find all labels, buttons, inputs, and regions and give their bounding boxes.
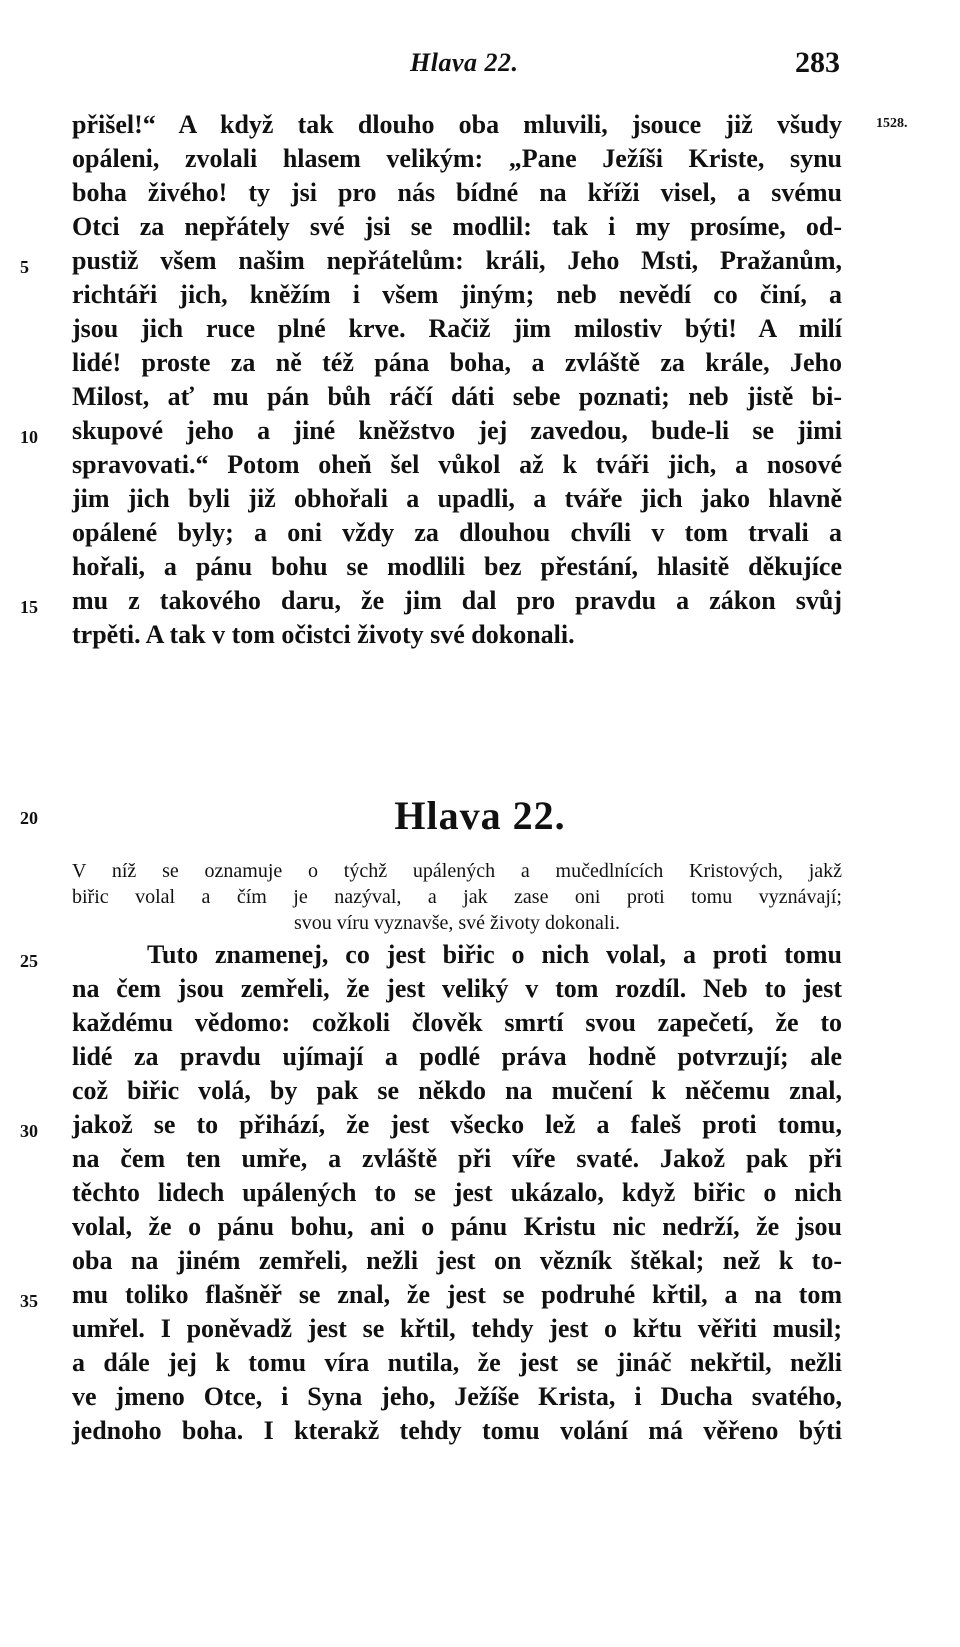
text-line: na čem ten umře, a zvláště při víře svaté. Jakož pak při [72, 1144, 842, 1173]
line-number: 35 [20, 1291, 38, 1311]
text-line: těchto lidech upálených to se jest ukázalo, když biřic o nich [72, 1178, 842, 1207]
text-line: Milost, ať mu pán bůh ráčí dáti sebe poznati; neb jistě bi- [72, 382, 842, 411]
summary-line: V níž se oznamuje o týchž upálených a mučedlnících Kristových, jakž [72, 860, 842, 882]
text-line: což biřic volá, by pak se někdo na mučení k něčemu znal, [72, 1076, 842, 1105]
text-line: opáleni, zvolali hlasem velikým: „Pane Ježíši Kriste, synu [72, 144, 842, 173]
text-line: na čem jsou zemřeli, že jest veliký v tom rozdíl. Neb to jest [72, 974, 842, 1003]
running-header [0, 48, 960, 88]
line-number: 15 [20, 597, 38, 617]
text-line: jsou jich ruce plné krve. Račiž jim milostiv býti! A milí [72, 314, 842, 343]
text-line: jednoho boha. I kterakž tehdy tomu volání má věřeno býti [72, 1416, 842, 1445]
line-number: 10 [20, 427, 38, 447]
chapter-heading: Hlava 22. [394, 793, 566, 838]
margin-year-note: 1528. [876, 116, 908, 131]
text-line: jakož se to přihází, že jest všecko lež a faleš proti tomu, [72, 1110, 842, 1139]
summary-line: biřic volal a čím je nazýval, a jak zase oni proti tomu vyznávají; [72, 886, 842, 908]
text-line: umřel. I poněvadž jest se křtil, tehdy jest o křtu věřiti musil; [72, 1314, 842, 1343]
summary-line: svou víru vyznavše, své životy dokonali. [293, 912, 621, 934]
running-title: Hlava 22. [410, 48, 519, 77]
text-line: přišel!“ A když tak dlouho oba mluvili, jsouce již všudy [72, 110, 842, 139]
text-line: lidé za pravdu ujímají a podlé práva hodně potvrzují; ale [72, 1042, 842, 1071]
text-line: Tuto znamenej, co jest biřic o nich volal, a proti tomu [147, 940, 842, 969]
text-line: ve jmeno Otce, i Syna jeho, Ježíše Krista, i Ducha svatého, [72, 1382, 842, 1411]
line-number: 30 [20, 1121, 38, 1141]
text-line: richtáři jich, kněžím i všem jiným; neb nevědí co činí, a [72, 280, 842, 309]
text-line: mu toliko flašněř se znal, že jest se podruhé křtil, a na tom [72, 1280, 842, 1309]
text-line: Otci za nepřátely své jsi se modlil: tak i my prosíme, od- [72, 212, 842, 241]
page-number: 283 [795, 46, 840, 79]
text-line: trpěti. A tak v tom očistci životy své dokonali. [72, 620, 575, 649]
text-line: jim jich byli již obhořali a upadli, a tváře jich jako hlavně [72, 484, 842, 513]
text-line: lidé! proste za ně též pána boha, a zvláště za krále, Jeho [72, 348, 842, 377]
text-line: volal, že o pánu bohu, ani o pánu Kristu nic nedrží, že jsou [72, 1212, 842, 1241]
text-line: oba na jiném zemřeli, nežli jest on vězník štěkal; než k to- [72, 1246, 842, 1275]
line-number: 25 [20, 951, 38, 971]
text-line: opálené byly; a oni vždy za dlouhou chvíli v tom trvali a [72, 518, 842, 547]
text-line: skupové jeho a jiné kněžstvo jej zavedou, bude-li se jimi [72, 416, 842, 445]
line-number: 20 [20, 808, 38, 828]
text-line: pustiž všem našim nepřátelům: králi, Jeho Msti, Pražanům, [72, 246, 842, 275]
text-line: boha živého! ty jsi pro nás bídné na kříži visel, a svému [72, 178, 842, 207]
text-line: mu z takového daru, že jim dal pro pravdu a zákon svůj [72, 586, 842, 615]
text-line: každému vědomo: cožkoli člověk smrtí svou zapečetí, že to [72, 1008, 842, 1037]
text-line: spravovati.“ Potom oheň šel vůkol až k tváři jich, a nosové [72, 450, 842, 479]
text-line: hořali, a pánu bohu se modlili bez přestání, hlasitě děkujíce [72, 552, 842, 581]
text-line: a dále jej k tomu víra nutila, že jest se jináč nekřtil, nežli [72, 1348, 842, 1377]
line-number: 5 [20, 257, 29, 277]
